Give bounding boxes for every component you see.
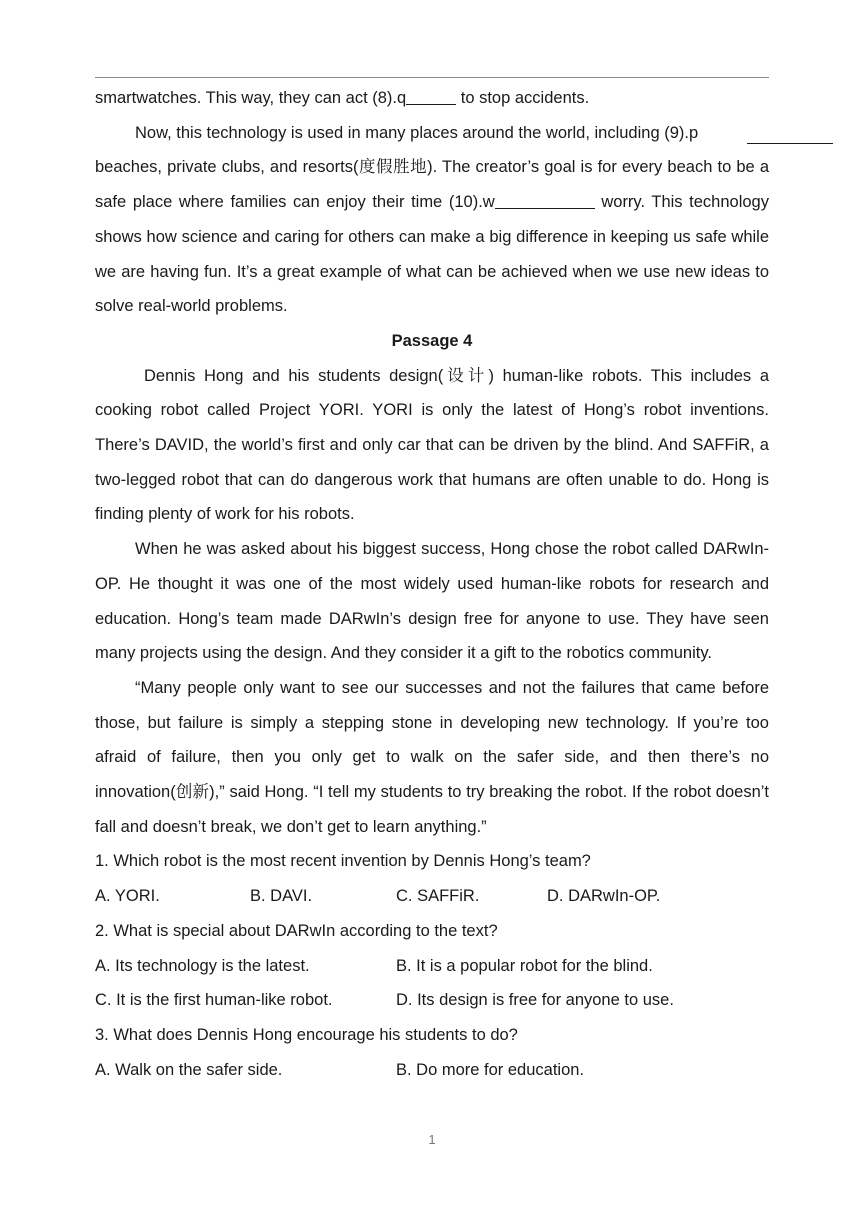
question-1-option-c[interactable]: C. SAFFiR.: [396, 887, 480, 906]
document-body: [95, 81, 769, 1087]
passage-paragraph-1: Dennis Hong and his students design(设计) human-like robots. This includes a cooking robot called Project YORI. YORI is only the latest of Hong’s robot inventions. There’s DAVID, the world’s first and only car that can be driven by the blind. And SAFFiR, a two-legged robot that can do dangerous work that humans are often unable to do. Hong is finding plenty of work for his robots.: [95, 366, 769, 524]
question-2-option-b[interactable]: B. It is a popular robot for the blind.: [396, 956, 653, 975]
answer-blank-10[interactable]: [495, 188, 595, 209]
question-2-option-d[interactable]: D. Its design is free for anyone to use.: [396, 991, 674, 1010]
question-2-option-a[interactable]: A. Its technology is the latest.: [95, 956, 310, 975]
question-1-option-d[interactable]: D. DARwIn-OP.: [547, 887, 661, 906]
question-3-stem: 3. What does Dennis Hong encourage his students to do?: [95, 1025, 518, 1044]
question-2-option-c[interactable]: C. It is the first human-like robot.: [95, 991, 333, 1010]
question-1-stem: 1. Which robot is the most recent invention by Dennis Hong’s team?: [95, 852, 591, 871]
header-rule: [95, 77, 769, 78]
paragraph-world-text-3: worry. This technology shows how science and caring for others can make a big difference in keeping us safe while we are having fun. It’s a great example of what can be achieved when we use new ideas to solve real-world problems.: [95, 193, 769, 316]
paragraph-world-line1: [95, 116, 769, 151]
question-2-options-row1: [95, 949, 769, 984]
continuation-tail: to stop accidents.: [456, 89, 590, 107]
question-1-option-b[interactable]: B. DAVI.: [250, 887, 313, 906]
passage-title: Passage 4: [391, 331, 473, 350]
paragraph-world-text-2: beaches, private clubs, and resorts(度假胜地). The creator’s goal is for every beach to be a safe place where families can enjoy their time (10).w: [95, 158, 769, 212]
answer-blank-8[interactable]: [406, 84, 456, 105]
question-2-stem: 2. What is special about DARwIn according to the text?: [95, 921, 498, 940]
passage-paragraph-3: “Many people only want to see our successes and not the failures that came before those, but failure is simply a stepping stone in developing new technology. If you’re too afraid of failure, then you only get to walk on the safer side, and then there’s no innovation(创新),” said Hong. “I tell my students to try breaking the robot. If the robot doesn’t fall and doesn’t break, we don’t get to learn anything.”: [95, 678, 769, 836]
question-3-option-b[interactable]: B. Do more for education.: [396, 1060, 585, 1079]
paragraph-world: [95, 150, 769, 324]
question-2-options-row2: [95, 983, 769, 1018]
continuation-line: [95, 81, 769, 116]
paragraph-world-text-1: Now, this technology is used in many places around the world, including (9).p: [135, 123, 699, 142]
question-3-option-a[interactable]: A. Walk on the safer side.: [95, 1060, 283, 1079]
question-1-options: [95, 879, 769, 914]
passage-paragraph-2: When he was asked about his biggest success, Hong chose the robot called DARwIn-OP. He thought it was one of the most widely used human-like robots for research and education. Hong’s team made DARwIn’s design free for anyone to use. They have seen many projects using the design. And they consider it a gift to the robotics community.: [95, 540, 769, 663]
answer-blank-9[interactable]: [747, 143, 833, 144]
continuation-text: smartwatches. This way, they can act (8).q: [95, 89, 407, 107]
question-1-option-a[interactable]: A. YORI.: [95, 887, 160, 906]
question-3-options: [95, 1053, 769, 1088]
page-number: 1: [428, 1132, 436, 1147]
